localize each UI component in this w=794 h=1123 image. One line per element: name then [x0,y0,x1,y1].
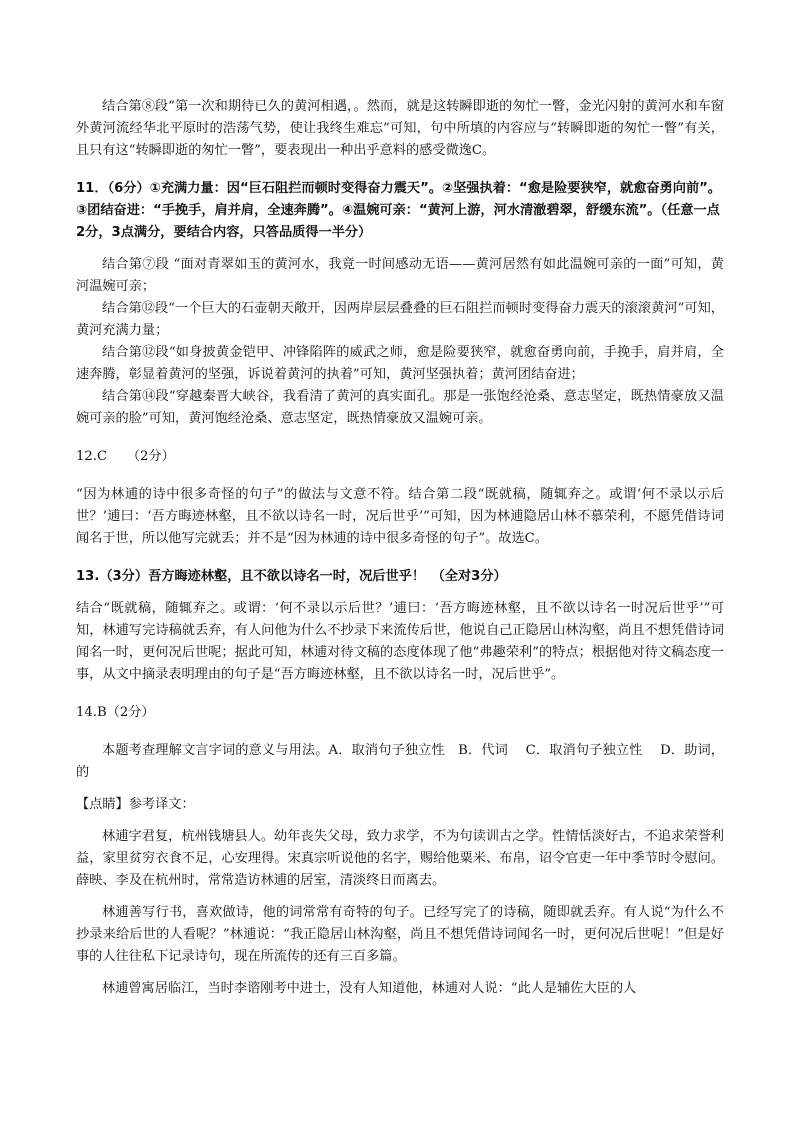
q11-explanation-2: 结合第⑫段“一个巨大的石壶朝天敞开，因两岸层层叠叠的巨石阻拦而顿时变得奋力震天的滚滚黄河”可知，黄河充满力量； [76,301,724,338]
q11-explanation-1: 结合第⑦段 “面对青翠如玉的黄河水，我竟一时间感动无语——黄河居然有如此温婉可亲的一面”可知，黄河温婉可亲； [76,257,724,294]
answer-q12: 12.C （2分） [76,449,175,464]
answer-q13: 13.（3分）吾方晦迹林壑，且不欲以诗名一时，况后世乎！ （全对3分） [76,569,507,584]
q13-explanation: 结合“既就稿，随辄弃之。或谓：‘何不录以示后世？’逋曰：‘吾方晦迹林壑，且不欲以诗名一时况后世乎’”可知，林逋写完诗稿就丢弃，有人问他为什么不抄录下来流传后世，他说自己正隐居山林沟壑，尚且不想凭借诗词闻名一时，更何况后世呢；据此可知，林逋对待文稿的态度体现了他“弗趣荣利”的特点；根据他对待文稿态度一事，从文中摘录表明理由的句子是“吾方晦迹林壑，且不欲以诗名一时，况后世乎”。 [76,601,724,682]
document-page [76,96,724,1000]
q11-explanation-3: 结合第⑫段“如身披黄金铠甲、冲锋陷阵的威武之师，愈是险要狭窄，就愈奋勇向前，手挽手，肩并肩，全速奔腾，彰显着黄河的坚强，诉说着黄河的执着”可知，黄河坚强执着；黄河团结奋进； [76,345,724,382]
q12-explanation: “因为林逋的诗中很多奇怪的句子”的做法与文意不符。结合第二段“既就稿，随辄弃之。或谓‘何不录以示后世？’逋曰：‘吾方晦迹林壑，且不欲以诗名一时，况后世乎’”可知，因为林逋隐居山林不慕荣利，不愿凭借诗词闻名于世，所以他写完就丢；并不是“因为林逋的诗中很多奇怪的句子”。故选C。 [76,487,724,546]
answer-q14: 14.B（2分） [76,705,155,720]
q11-explanation-4: 结合第⑭段“穿越秦晋大峡谷，我看清了黄河的真实面孔。那是一张饱经沧桑、意志坚定，既热情豪放又温婉可亲的脸”可知，黄河饱经沧桑、意志坚定，既热情豪放又温婉可亲。 [76,389,724,426]
tip-heading: 【点睛】参考译文： [76,797,195,812]
answer-q11: 11．（6分）①充满力量：因“巨石阻拦而顿时变得奋力震天”。②坚强执着：“愈是险要狭窄，就愈奋勇向前”。③团结奋进：“手挽手，肩并肩，全速奔腾”。④温婉可亲：“黄河上游，河水清澈碧翠，舒缓东流”。（任意一点2分，3点满分，要结合内容，只答品质得一半分） [76,181,721,240]
paragraph-q10-explanation: 结合第⑧段“第一次和期待已久的黄河相遇，。然而，就是这转瞬即逝的匆忙一瞥，金光闪射的黄河水和车窗外黄河流经华北平原时的浩荡气势，使让我终生难忘”可知，句中所填的内容应与“转瞬即逝的匆忙一瞥”有关，且只有这“转瞬即逝的匆忙一瞥”，要表现出一种出乎意料的感受微逸C。 [76,99,724,158]
translation-paragraph-2: 林逋善写行书，喜欢做诗，他的词常常有奇特的句子。已经写完了的诗稿，随即就丢弃。有人说“为什么不抄录来给后世的人看呢？”林逋说：“我正隐居山林沟壑，尚且不想凭借诗词闻名一时，更何况后世呢！”但是好事的人往往私下记录诗句，现在所流传的还有三百多篇。 [76,905,724,964]
translation-paragraph-3: 林逋曾寓居临江，当时李谘刚考中进士，没有人知道他，林逋对人说：“此人是辅佐大臣的人 [102,981,637,996]
translation-paragraph-1: 林逋字君复，杭州钱塘县人。幼年丧失父母，致力求学，不为句读训古之学。性情恬淡好古，不追求荣誉利益，家里贫穷衣食不足，心安理得。宋真宗听说他的名字，赐给他粟米、布帛，诏令官吏一年中季节时令慰问。薛映、李及在杭州时，常常造访林逋的居室，清淡终日而离去。 [76,829,724,888]
q14-explanation: 本题考查理解文言字词的意义与用法。A．取消句子独立性 B．代词 C．取消句子独立性 D．助词，的 [76,743,724,780]
